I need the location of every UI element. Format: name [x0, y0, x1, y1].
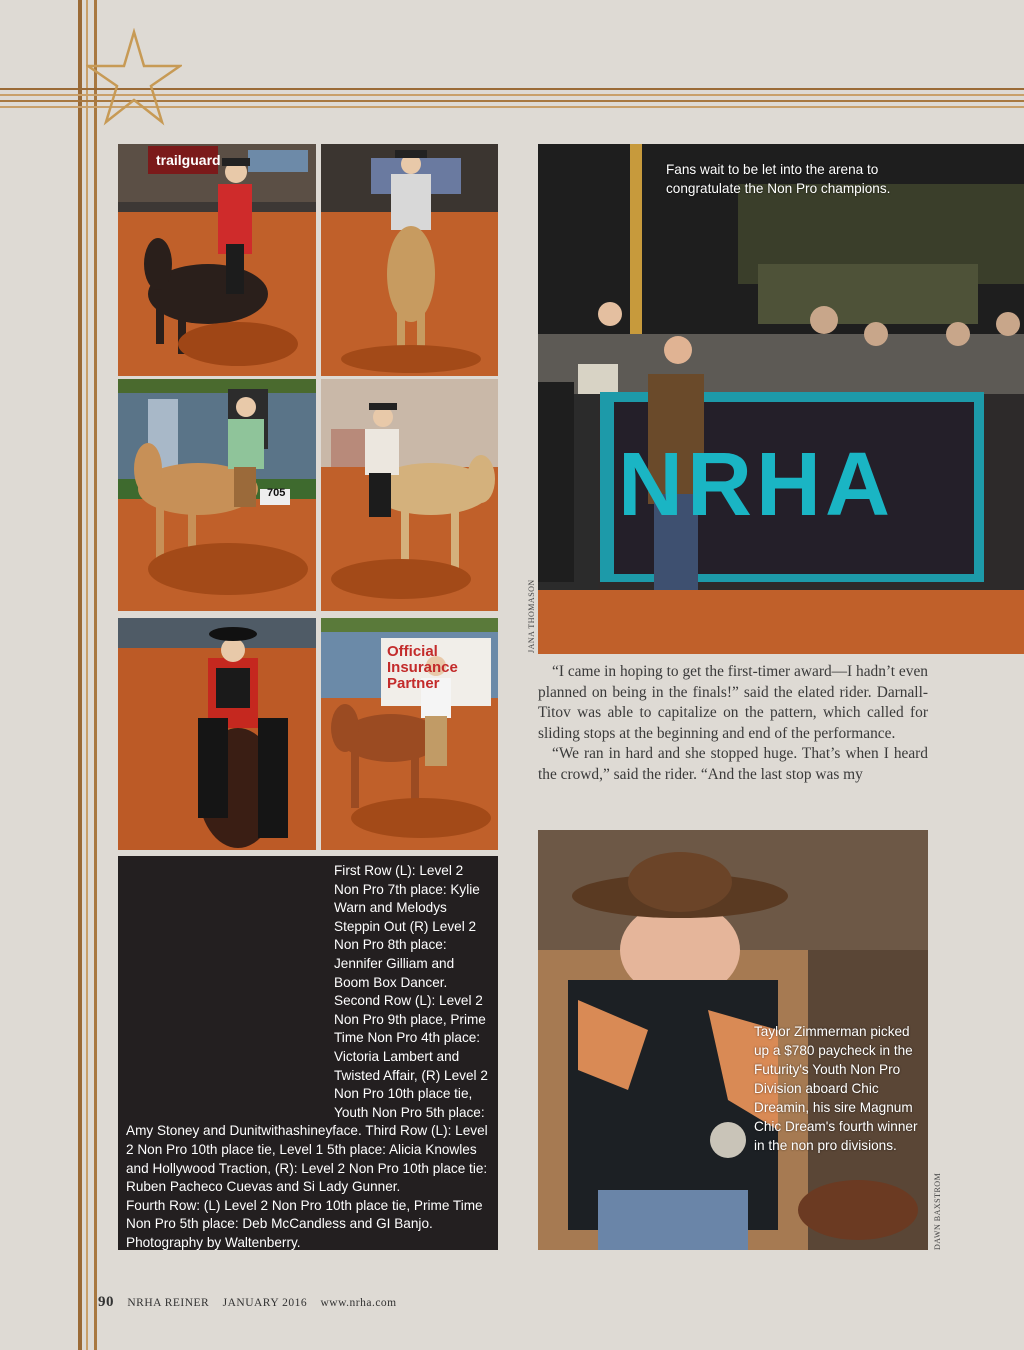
page-footer: [98, 1294, 407, 1311]
taylor-photo-credit: DAWN BAXSTROM: [933, 1172, 942, 1250]
banner-text: Official Insurance Partner: [387, 643, 458, 692]
number-tag: 705: [267, 487, 286, 499]
taylor-caption: Taylor Zimmerman picked up a $780 paycheck in the Futurity's Youth Non Pro Division aboard Chic Dreamin, his sire Magnum Chic Dream's fourth winner in the non pro divisions.: [754, 1024, 918, 1153]
paragraph: “We ran in hard and she stopped huge. That’s when I heard the crowd,” said the rider. “And the last stop was my: [538, 745, 928, 783]
photo-row3-right: [321, 618, 498, 850]
border-line: [86, 0, 88, 1350]
banner-text: trailguard: [156, 152, 221, 168]
arena-sign-text: NRHA: [618, 435, 894, 535]
paragraph: “I came in hoping to get the first-timer award—I hadn’t even planned on being in the finals!” said the elated rider. Darnall-Titov was able to capitalize on the pattern, which called for sliding stops at the beginning and end of the performance.: [538, 663, 928, 742]
photo-row2-right: [321, 379, 498, 611]
photo-grid-caption-box: [118, 856, 498, 1250]
star-icon: [86, 28, 182, 128]
photo-row3-left: [118, 618, 316, 850]
website-link[interactable]: www.nrha.com: [320, 1297, 397, 1309]
arena-photo-credit: JANA THOMASON: [527, 579, 536, 653]
photo-grid-caption-row4: Fourth Row: (L) Level 2 Non Pro 10th place tie, Prime Time Non Pro 5th place: Deb McCandless and GI Banjo.: [126, 1197, 483, 1232]
article-body: [538, 662, 928, 786]
photo-row2-left: [118, 379, 316, 611]
border-line: [78, 0, 82, 1350]
photo-credit: Photography by Waltenberry.: [126, 1234, 301, 1250]
issue-date: JANUARY 2016: [222, 1297, 308, 1309]
arena-caption: Fans wait to be let into the arena to congratulate the Non Pro champions.: [666, 162, 891, 196]
page-number: 90: [98, 1294, 114, 1310]
magazine-name: NRHA REINER: [127, 1297, 210, 1309]
photo-grid-caption: First Row (L): Level 2 Non Pro 7th place: Kylie Warn and Melodys Steppin Out (R) Level 2 Non Pro 8th place: Jennifer Gilliam and Boom Box Dancer. Second Row (L): Level 2 Non Pro 9th place, Prime Time Non Pro 4th place: Victoria Lambert and Twisted Affair, (R) Level 2 Non Pro 10th place tie, Youth Non Pro 5th place: Amy Stoney and Dunitwithashineyface. Third Row (L): Level 2 Non Pro 10th place tie, Level 1 5th place: Alicia Knowles and Hollywood Traction, (R): Level 2 Non Pro 10th place tie: Ruben Pacheco Cuevas and Si Lady Gunner.: [126, 863, 488, 1195]
photo-row1-left: [118, 144, 316, 376]
photo-row1-right: [321, 144, 498, 376]
border-line: [94, 0, 97, 1350]
photo-arena: [538, 144, 1024, 654]
